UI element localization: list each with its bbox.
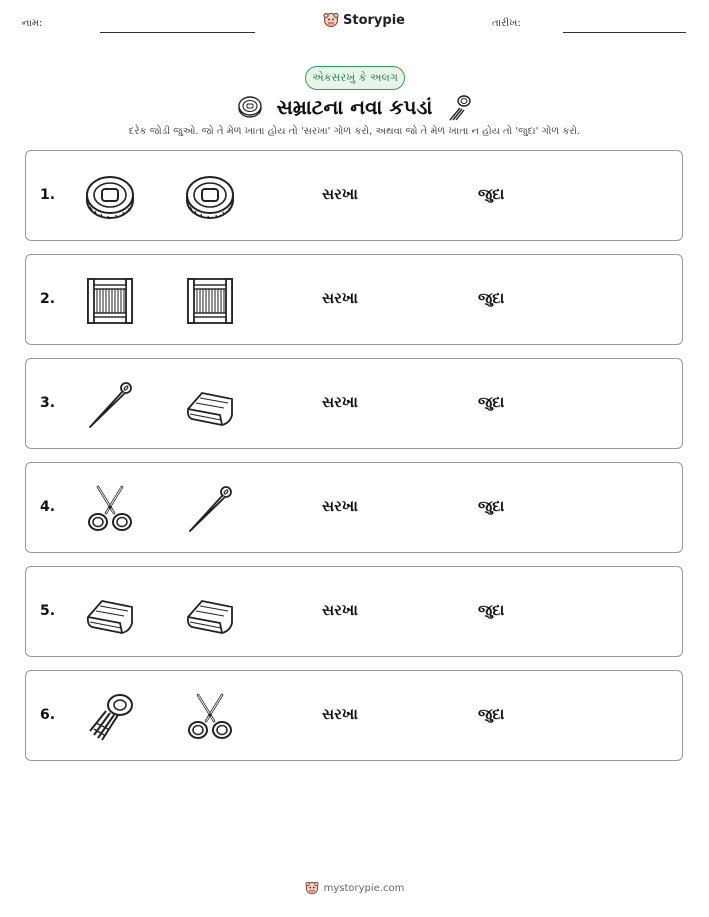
- question-row: [25, 150, 683, 241]
- option-different[interactable]: જુદા: [478, 497, 505, 515]
- option-same[interactable]: સરખા: [322, 289, 358, 307]
- mascot-icon: [305, 881, 319, 895]
- folded-cloth-icon: [184, 379, 236, 431]
- brand-name: Storypie: [343, 12, 405, 28]
- question-row: [25, 670, 683, 761]
- option-same[interactable]: સરખા: [322, 185, 358, 203]
- coin-icon: [184, 171, 236, 223]
- option-different[interactable]: જુદા: [478, 393, 505, 411]
- option-different[interactable]: જુદા: [478, 705, 505, 723]
- loom-icon: [84, 275, 136, 327]
- question-number: 5.: [40, 603, 56, 619]
- name-field-line[interactable]: [100, 32, 255, 33]
- question-row: [25, 254, 683, 345]
- question-number: 6.: [40, 707, 56, 723]
- question-row: [25, 358, 683, 449]
- mascot-icon: [323, 12, 339, 28]
- option-same[interactable]: સરખા: [322, 497, 358, 515]
- option-same[interactable]: સરખા: [322, 601, 358, 619]
- question-number: 1.: [40, 187, 56, 203]
- footer: [0, 881, 709, 895]
- scissors-icon: [84, 483, 136, 535]
- name-label: નામ:: [22, 18, 43, 29]
- needle-icon: [184, 483, 236, 535]
- worksheet-type-badge: એકસરખું કે અલગ: [305, 66, 405, 90]
- question-number: 2.: [40, 291, 56, 307]
- instructions: દરેક જોડી જુઓ. જો તે મેળ ખાતા હોય તો 'સરખા' ગોળ કરો, અથવા જો તે મેળ ખાતા ન હોય તો 'જુદા' ગોળ કરો.: [128, 126, 581, 137]
- footer-site: mystorypie.com: [323, 882, 405, 894]
- option-same[interactable]: સરખા: [322, 393, 358, 411]
- brand-logo: [323, 12, 405, 28]
- title-row: [0, 92, 709, 122]
- option-different[interactable]: જુદા: [478, 601, 505, 619]
- option-different[interactable]: જુદા: [478, 289, 505, 307]
- coin-icon: [237, 94, 263, 120]
- question-number: 3.: [40, 395, 56, 411]
- option-different[interactable]: જુદા: [478, 185, 505, 203]
- question-row: [25, 566, 683, 657]
- question-row: [25, 462, 683, 553]
- scissors-icon: [184, 691, 236, 743]
- option-same[interactable]: સરખા: [322, 705, 358, 723]
- thread-skein-icon: [446, 92, 472, 122]
- date-field-line[interactable]: [563, 32, 686, 33]
- needle-icon: [84, 379, 136, 431]
- thread-skein-icon: [84, 691, 136, 743]
- coin-icon: [84, 171, 136, 223]
- question-number: 4.: [40, 499, 56, 515]
- page-title: સમ્રાટના નવા કપડાં: [276, 95, 433, 119]
- folded-cloth-icon: [84, 587, 136, 639]
- date-label: તારીખ:: [492, 18, 521, 29]
- loom-icon: [184, 275, 236, 327]
- folded-cloth-icon: [184, 587, 236, 639]
